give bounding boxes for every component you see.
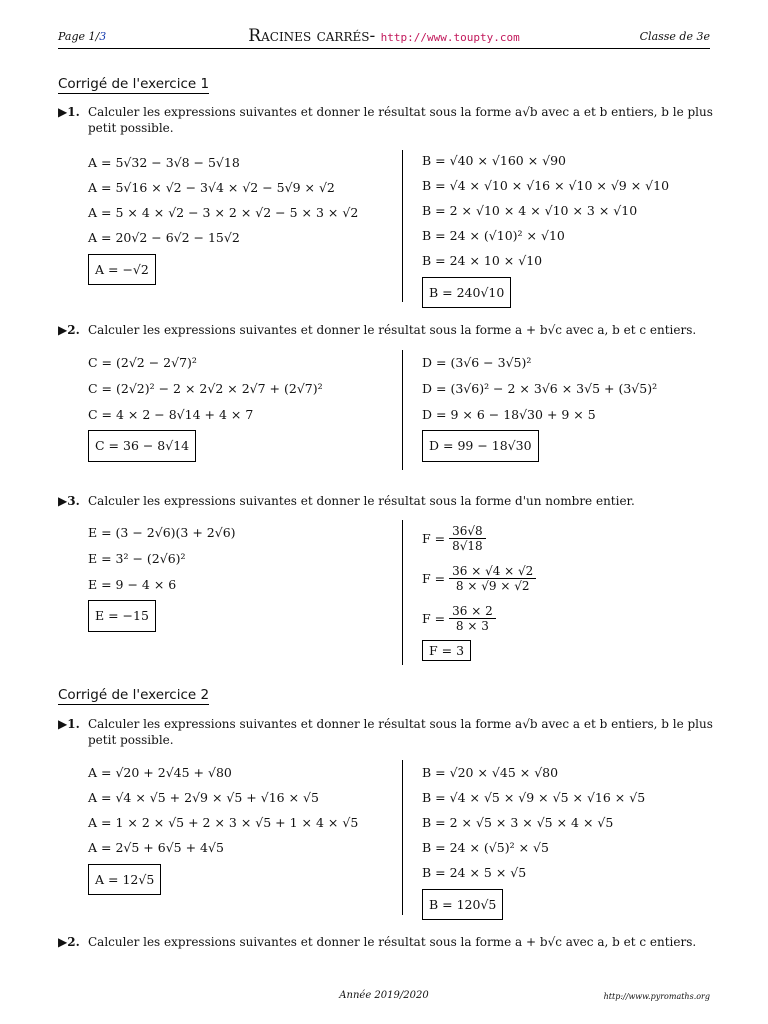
- page-header: [58, 26, 710, 49]
- page-title: Racines carrés- http://www.toupty.com: [248, 26, 520, 46]
- column-divider: [402, 520, 403, 665]
- ex2-q1-right-steps: B = √20 × √45 × √80 B = √4 × √5 × √9 × √5 × √16 × √5 B = 2 × √5 × 3 × √5 × 4 × √5 B = 24 × (√5)² × √5 B = 24 × 5 × √5 B = 120√5: [422, 760, 645, 920]
- school-year: Année 2019/2020: [339, 990, 429, 1001]
- ex1-q1-left-steps: A = 5√32 − 3√8 − 5√18 A = 5√16 × √2 − 3√4 × √2 − 5√9 × √2 A = 5 × 4 × √2 − 3 × 2 × √2 − 5 × 3 × √2 A = 20√2 − 6√2 − 15√2 A = −√2: [88, 150, 358, 285]
- fraction: $\frac{36√8}{8√18}$: [449, 524, 486, 553]
- ex1-q1-left-result: A = −√2: [88, 254, 156, 285]
- column-divider: [402, 350, 403, 470]
- ex2-q2-statement: ▶2. Calculer les expressions suivantes et donner le résultat sous la forme a + b√c avec a, b et c entiers.: [58, 935, 697, 949]
- ex1-q2-right-result: D = 99 − 18√30: [422, 430, 539, 462]
- ex1-q3-left-steps: E = (3 − 2√6)(3 + 2√6) E = 3² − (2√6)² E = 9 − 4 × 6 E = −15: [88, 520, 236, 632]
- ex2-title: Corrigé de l'exercice 2: [58, 687, 210, 703]
- ex2-q1-right-result: B = 120√5: [422, 889, 503, 920]
- ex1-q3-right-steps: F = $\frac{36√8}{8√18}$ F = $\frac{36 \times √4 \times √2}{8 \times √9 \times √2}$ F = $\frac{36 \times 2}{8 \times 3}$ F = 3: [422, 518, 536, 661]
- ex2-q1-left-steps: A = √20 + 2√45 + √80 A = √4 × √5 + 2√9 × √5 + √16 × √5 A = 1 × 2 × √5 + 2 × 3 × √5 + 1 × 4 × √5 A = 2√5 + 6√5 + 4√5 A = 12√5: [88, 760, 358, 895]
- footer-site-link[interactable]: http://www.pyromaths.org: [603, 992, 710, 1001]
- ex1-q2-left-steps: C = (2√2 − 2√7)² C = (2√2)² − 2 × 2√2 × 2√7 + (2√7)² C = 4 × 2 − 8√14 + 4 × 7 C = 36 − 8√14: [88, 350, 323, 462]
- column-divider: [402, 150, 403, 302]
- ex1-q1-statement: ▶1. Calculer les expressions suivantes et donner le résultat sous la forme a√b avec a et b entiers, b le plus petit possible.: [58, 105, 713, 135]
- ex1-q1-right-result: B = 240√10: [422, 277, 511, 308]
- ex1-q2-right-steps: D = (3√6 − 3√5)² D = (3√6)² − 2 × 3√6 × 3√5 + (3√5)² D = 9 × 6 − 18√30 + 9 × 5 D = 99 − 18√30: [422, 350, 657, 462]
- fraction: $\frac{36 \times 2}{8 \times 3}$: [449, 604, 496, 633]
- ex1-q3-right-result: F = 3: [422, 640, 471, 661]
- ex1-q2-statement: ▶2. Calculer les expressions suivantes et donner le résultat sous la forme a + b√c avec a, b et c entiers.: [58, 323, 697, 337]
- ex2-q1-statement: ▶1. Calculer les expressions suivantes et donner le résultat sous la forme a√b avec a et b entiers, b le plus petit possible.: [58, 717, 713, 747]
- page-number: Page 1/3: [58, 30, 107, 43]
- ex2-q1-left-result: A = 12√5: [88, 864, 161, 895]
- header-url-link[interactable]: http://www.toupty.com: [380, 31, 520, 44]
- ex1-q2-left-result: C = 36 − 8√14: [88, 430, 196, 462]
- fraction: $\frac{36 \times √4 \times √2}{8 \times √9 \times √2}$: [449, 564, 536, 593]
- class-label: Classe de 3e: [639, 30, 710, 43]
- ex1-q3-left-result: E = −15: [88, 600, 156, 632]
- ex1-q1-right-steps: B = √40 × √160 × √90 B = √4 × √10 × √16 × √10 × √9 × √10 B = 2 × √10 × 4 × √10 × 3 × √10 B = 24 × (√10)² × √10 B = 24 × 10 × √10 B = 240√10: [422, 148, 669, 308]
- column-divider: [402, 760, 403, 915]
- ex1-title: Corrigé de l'exercice 1: [58, 76, 210, 92]
- ex1-q3-statement: ▶3. Calculer les expressions suivantes et donner le résultat sous la forme d'un nombre entier.: [58, 494, 635, 508]
